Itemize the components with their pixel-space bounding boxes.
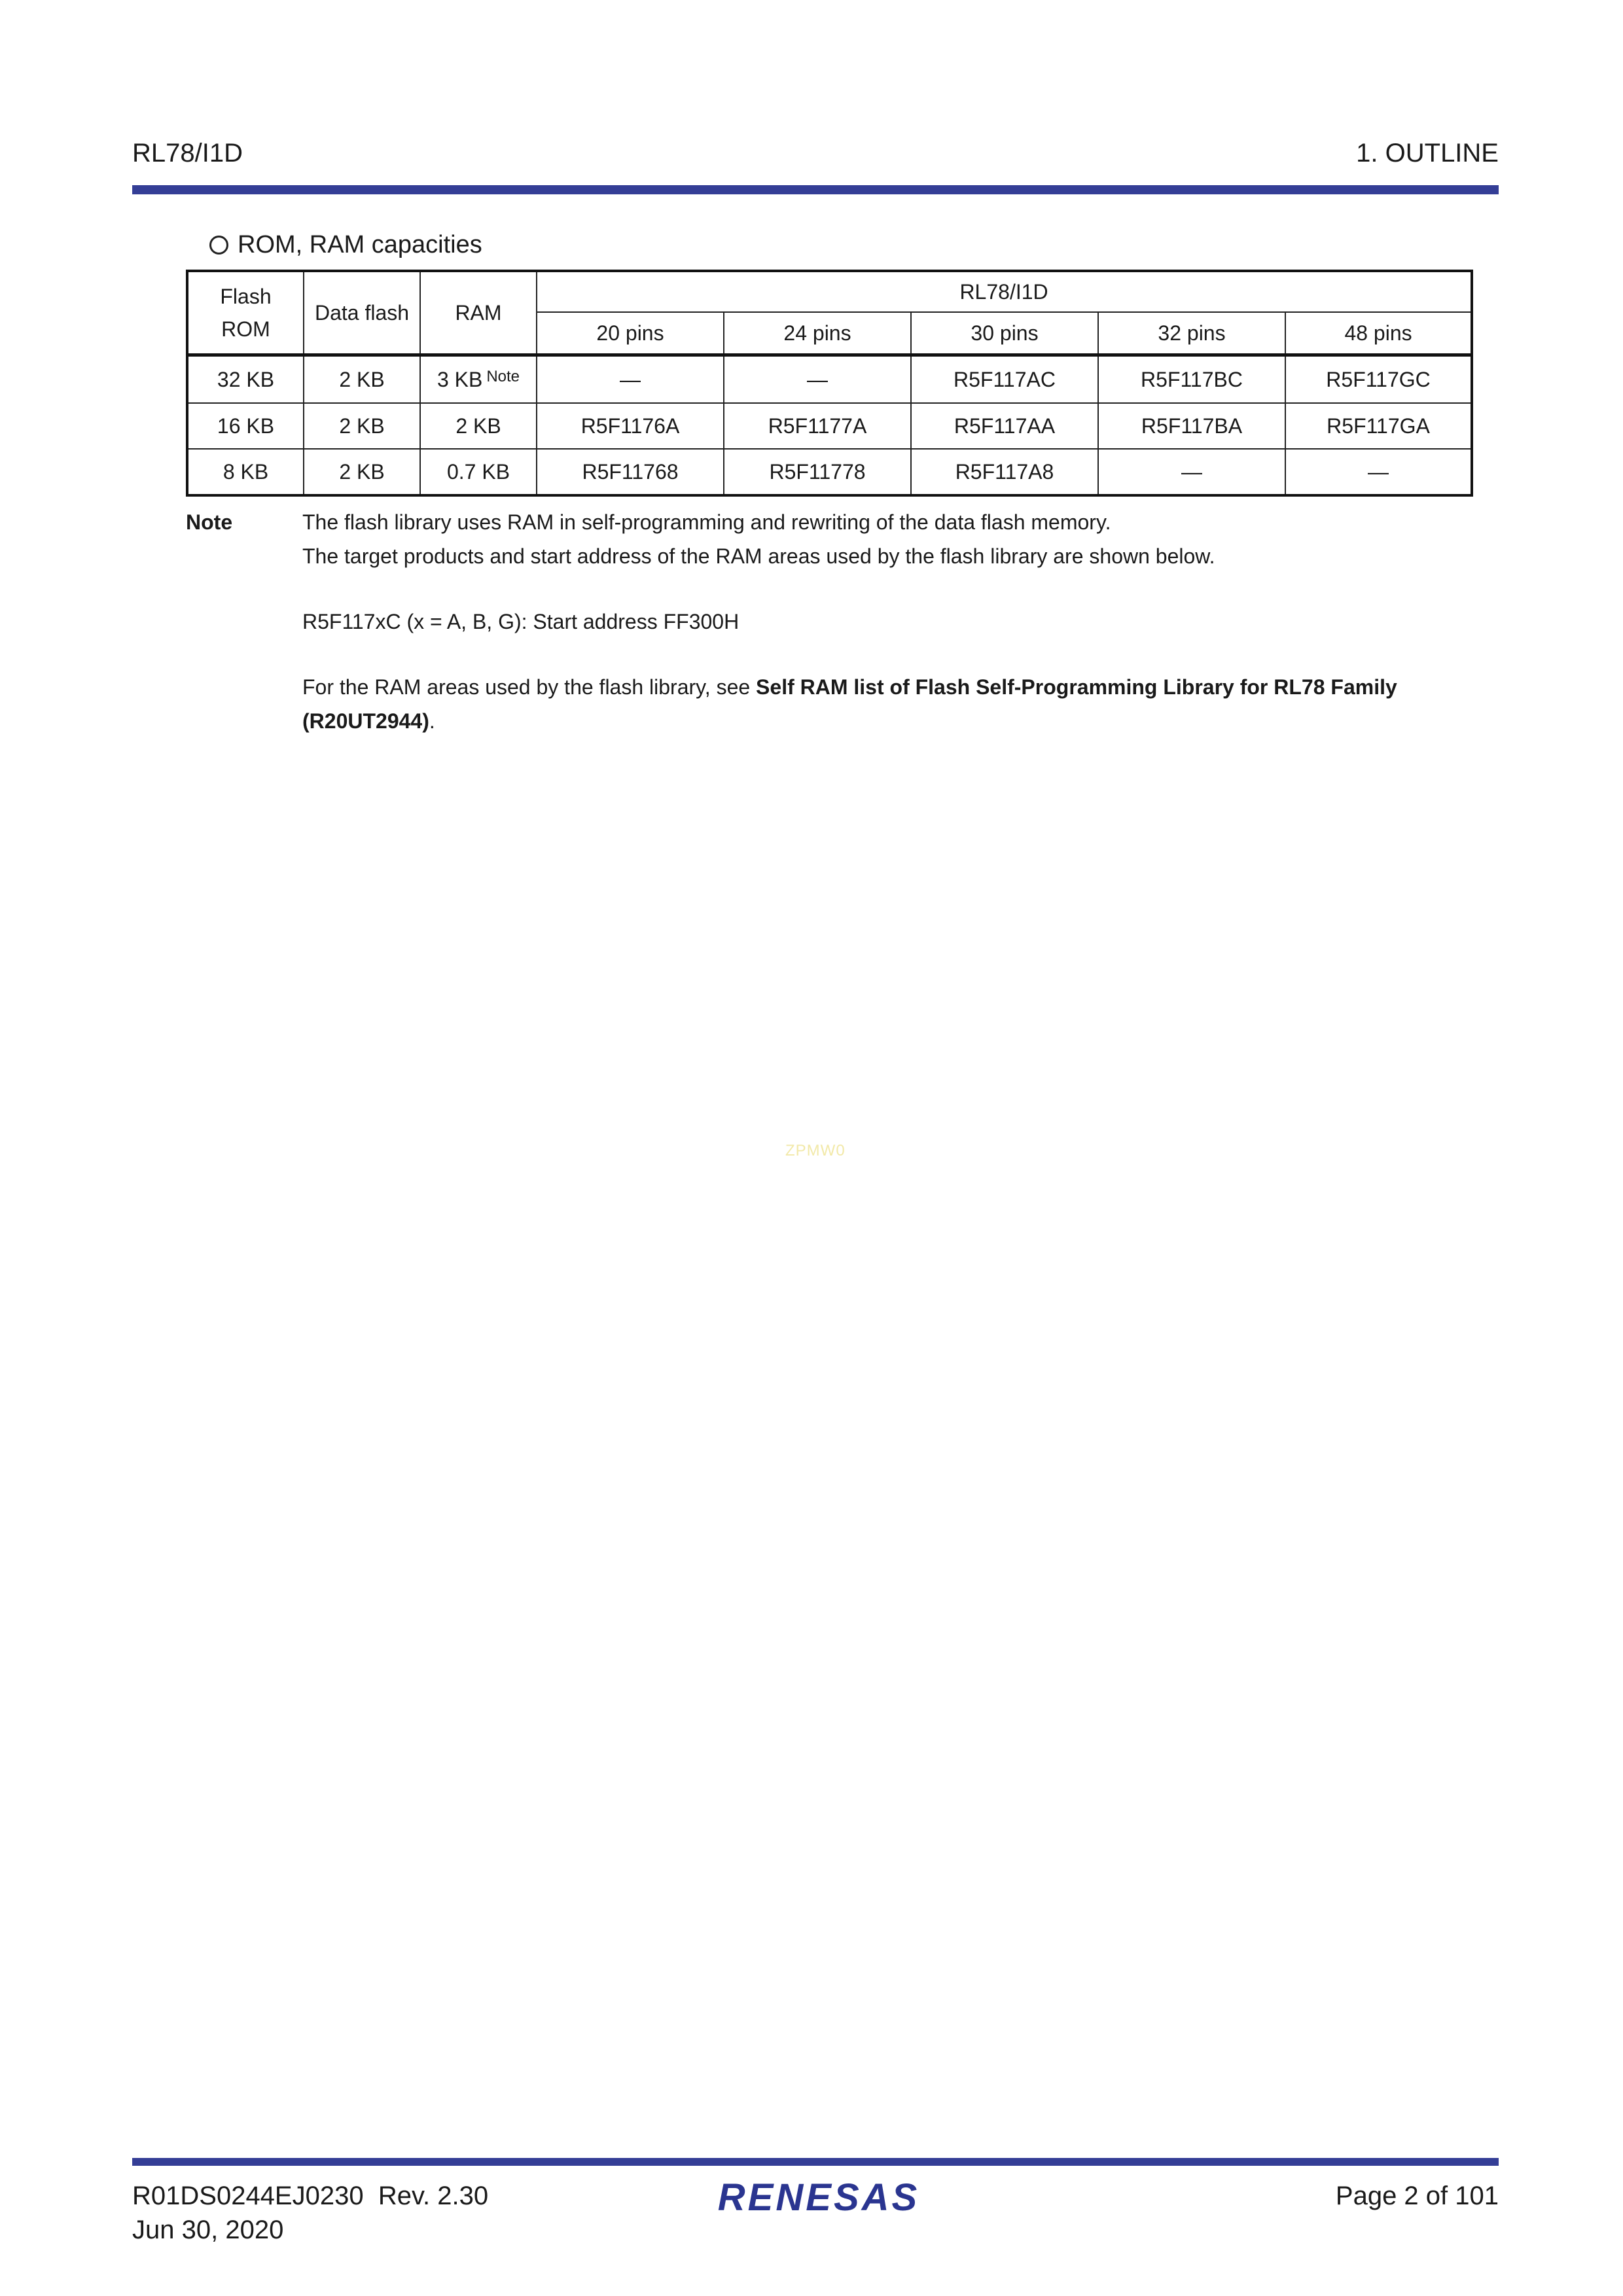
reference-title: Self RAM list of Flash Self-Programming Library for RL78 Family [756,675,1397,699]
cell-part: R5F11768 [537,449,724,495]
cell-part: R5F117GA [1285,403,1472,449]
circle-bullet-icon [209,236,228,255]
renesas-logo-icon [698,2174,940,2219]
footer-doc-info [132,2179,488,2247]
col-header-data-flash: Data flash [304,271,420,355]
table-row [187,403,1472,449]
cell-part: R5F117GC [1285,355,1472,404]
cell-data-flash: 2 KB [304,403,420,449]
footer-page-number: Page 2 of 101 [1335,2181,1499,2210]
note-line: The flash library uses RAM in self-programming and rewriting of the data flash memory. [302,510,1111,534]
col-header-pins: 20 pins [537,312,724,355]
cell-part: R5F117AC [911,355,1098,404]
cell-ram: 3 KB $^{Note}$ [420,355,537,404]
cell-part: — [537,355,724,404]
cell-part: R5F117AA [911,403,1098,449]
table-row [187,355,1472,404]
cell-data-flash: 2 KB [304,355,420,404]
cell-part: R5F1176A [537,403,724,449]
cell-data-flash: 2 KB [304,449,420,495]
cell-flash: 16 KB [187,403,304,449]
header-rule [132,185,1499,194]
col-header-pins: 24 pins [724,312,911,355]
cell-part: — [724,355,911,404]
rom-ram-table [186,270,1473,497]
reference-id: (R20UT2944) [302,709,429,733]
cell-ram: 0.7 KB [420,449,537,495]
header-chapter: 1. OUTLINE [1356,139,1499,168]
footer-date: Jun 30, 2020 [132,2216,284,2244]
footer-doc-rev: R01DS0244EJ0230 Rev. 2.30 [132,2181,489,2210]
cell-ram: 2 KB [420,403,537,449]
note-line: R5F117xC (x = A, B, G): Start address FF300H [302,610,740,633]
section-heading [209,229,482,260]
footer-rule [132,2158,1499,2166]
note-line: For the RAM areas used by the flash library, see Self RAM list of Flash Self-Programming Library for RL78 Family (R20UT2944). [302,675,1397,733]
col-header-pins: 48 pins [1285,312,1472,355]
cell-flash: 32 KB [187,355,304,404]
section-title: ROM, RAM capacities [238,231,482,258]
col-header-pins: 30 pins [911,312,1098,355]
cell-part: R5F11778 [724,449,911,495]
cell-part: — [1098,449,1285,495]
watermark: ZPMW0 [785,1142,846,1159]
cell-part: — [1285,449,1472,495]
cell-part: R5F117A8 [911,449,1098,495]
header-product: RL78/I1D [132,139,243,168]
table-row [187,449,1472,495]
cell-part: R5F1177A [724,403,911,449]
cell-flash: 8 KB [187,449,304,495]
col-header-flash-rom: Flash ROM [187,271,304,355]
col-header-pins: 32 pins [1098,312,1285,355]
note-body [302,505,1480,738]
note-label: Note [186,510,233,534]
ram-note-ref: Note [486,367,520,385]
col-header-group: RL78/I1D [537,271,1472,312]
logo-text: RENESAS [717,2176,920,2219]
cell-part: R5F117BA [1098,403,1285,449]
note-line: The target products and start address of the RAM areas used by the flash library are shown below. [302,544,1215,568]
col-header-ram: RAM [420,271,537,355]
cell-part: R5F117BC [1098,355,1285,404]
